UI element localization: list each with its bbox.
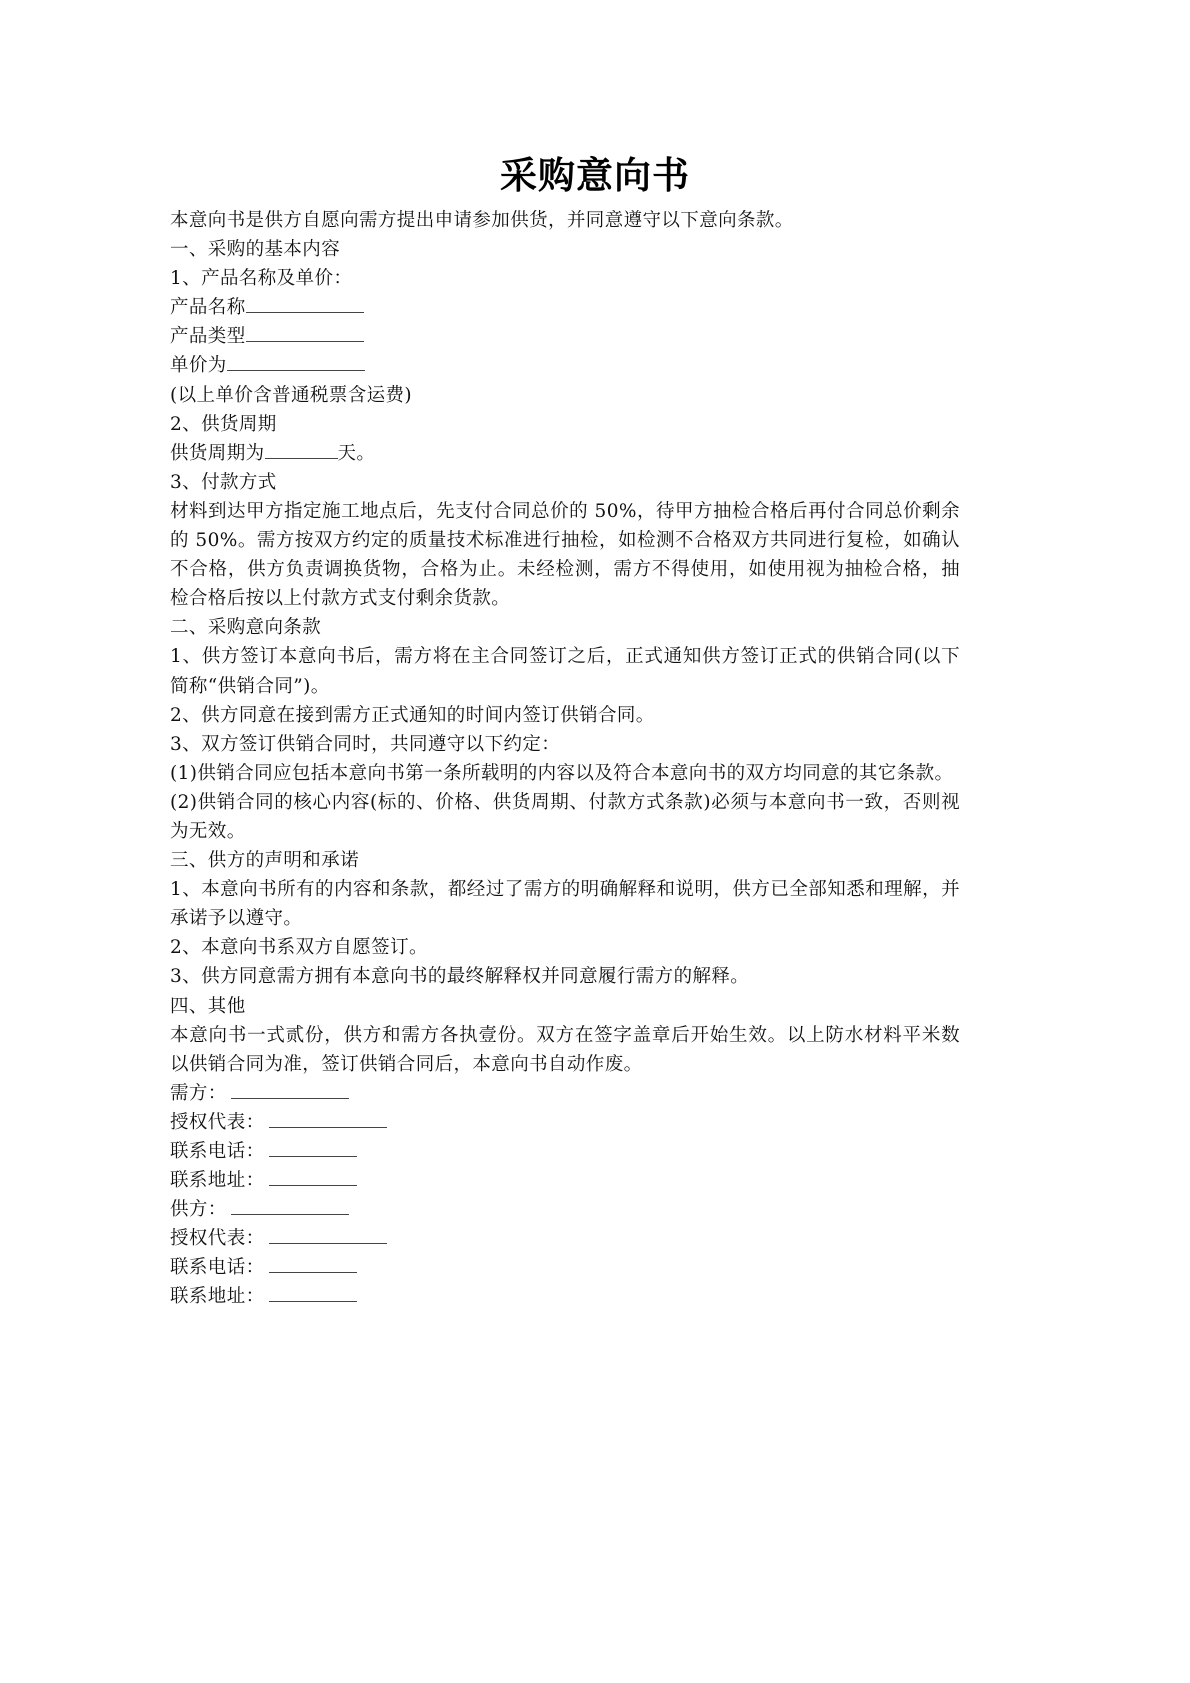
- supplier-rep-row: [170, 1224, 960, 1253]
- supplier-party-label: 供方：: [170, 1199, 227, 1221]
- buyer-party-row: [170, 1079, 960, 1108]
- unit-price-label: 单价为: [170, 355, 227, 377]
- supplier-phone-row: [170, 1253, 960, 1282]
- supplier-address-blank[interactable]: [269, 1284, 357, 1302]
- buyer-party-blank[interactable]: [231, 1081, 349, 1099]
- item-2-heading: 2、供货周期: [170, 413, 277, 435]
- section-2-heading: 二、采购意向条款: [170, 617, 322, 639]
- item-3-heading: 3、付款方式: [170, 471, 277, 493]
- product-type-label: 产品类型: [170, 326, 246, 348]
- unit-price-row: [170, 351, 960, 380]
- section-2-sub-2: (2)供销合同的核心内容(标的、价格、供货周期、付款方式条款)必须与本意向书一致，否则视为无效。: [170, 791, 960, 842]
- document-title: 采购意向书: [500, 154, 690, 197]
- supplier-rep-blank[interactable]: [269, 1226, 387, 1244]
- buyer-rep-blank[interactable]: [269, 1110, 387, 1128]
- supplier-address-row: [170, 1282, 960, 1311]
- intro-text: 本意向书是供方自愿向需方提出申请参加供货，并同意遵守以下意向条款。: [170, 210, 794, 231]
- supply-period-prefix: 供货周期为: [170, 442, 265, 464]
- supplier-party-blank[interactable]: [231, 1197, 349, 1215]
- product-name-row: [170, 293, 960, 322]
- supplier-party-row: [170, 1195, 960, 1224]
- supplier-phone-blank[interactable]: [269, 1255, 357, 1273]
- supply-period-row: [170, 439, 960, 468]
- product-name-blank[interactable]: [246, 295, 364, 313]
- supply-period-suffix: 天。: [337, 442, 376, 464]
- supplier-phone-label: 联系电话：: [170, 1257, 265, 1279]
- buyer-rep-row: [170, 1108, 960, 1137]
- buyer-phone-blank[interactable]: [269, 1139, 357, 1157]
- buyer-phone-row: [170, 1137, 960, 1166]
- document-body: [170, 206, 960, 1312]
- product-type-row: [170, 322, 960, 351]
- product-name-label: 产品名称: [170, 297, 246, 319]
- supplier-address-label: 联系地址：: [170, 1286, 265, 1308]
- section-2-sub-1: (1)供销合同应包括本意向书第一条所载明的内容以及符合本意向书的双方均同意的其它条款。: [170, 762, 954, 784]
- supply-period-blank[interactable]: [265, 441, 338, 459]
- section-4-text: 本意向书一式贰份，供方和需方各执壹份。双方在签字盖章后开始生效。以上防水材料平米数以供销合同为准，签订供销合同后，本意向书自动作废。: [170, 1024, 960, 1075]
- product-type-blank[interactable]: [246, 324, 364, 342]
- item-1-heading: 1、产品名称及单价：: [170, 268, 353, 290]
- supplier-rep-label: 授权代表：: [170, 1228, 265, 1250]
- section-2-clause-3: 3、双方签订供销合同时，共同遵守以下约定：: [170, 733, 561, 755]
- section-3-clause-2: 2、本意向书系双方自愿签订。: [170, 937, 428, 959]
- price-note: (以上单价含普通税票含运费): [170, 384, 413, 406]
- section-2-clause-2: 2、供方同意在接到需方正式通知的时间内签订供销合同。: [170, 704, 655, 726]
- section-3-clause-3: 3、供方同意需方拥有本意向书的最终解释权并同意履行需方的解释。: [170, 966, 750, 988]
- payment-text: 材料到达甲方指定施工地点后，先支付合同总价的 50%，待甲方抽检合格后再付合同总价剩余的 50%。需方按双方约定的质量技术标准进行抽检，如检测不合格双方共同进行复检，如确认不合格，供方负责调换货物，合格为止。未经检测，需方不得使用，如使用视为抽检合格，抽检合格后按以上付款方式支付剩余货款。: [170, 500, 960, 610]
- section-3-clause-1: 1、本意向书所有的内容和条款，都经过了需方的明确解释和说明，供方已全部知悉和理解，并承诺予以遵守。: [170, 879, 960, 930]
- section-3-heading: 三、供方的声明和承诺: [170, 850, 360, 872]
- section-4-heading: 四、其他: [170, 995, 246, 1017]
- buyer-address-blank[interactable]: [269, 1168, 357, 1186]
- buyer-address-label: 联系地址：: [170, 1170, 265, 1192]
- buyer-phone-label: 联系电话：: [170, 1141, 265, 1162]
- buyer-party-label: 需方：: [170, 1082, 227, 1104]
- unit-price-blank[interactable]: [227, 353, 365, 371]
- buyer-rep-label: 授权代表：: [170, 1111, 265, 1133]
- section-1-heading: 一、采购的基本内容: [170, 239, 341, 261]
- buyer-address-row: [170, 1166, 960, 1195]
- section-2-clause-1: 1、供方签订本意向书后，需方将在主合同签订之后，正式通知供方签订正式的供销合同(以下简称“供销合同”)。: [170, 646, 960, 697]
